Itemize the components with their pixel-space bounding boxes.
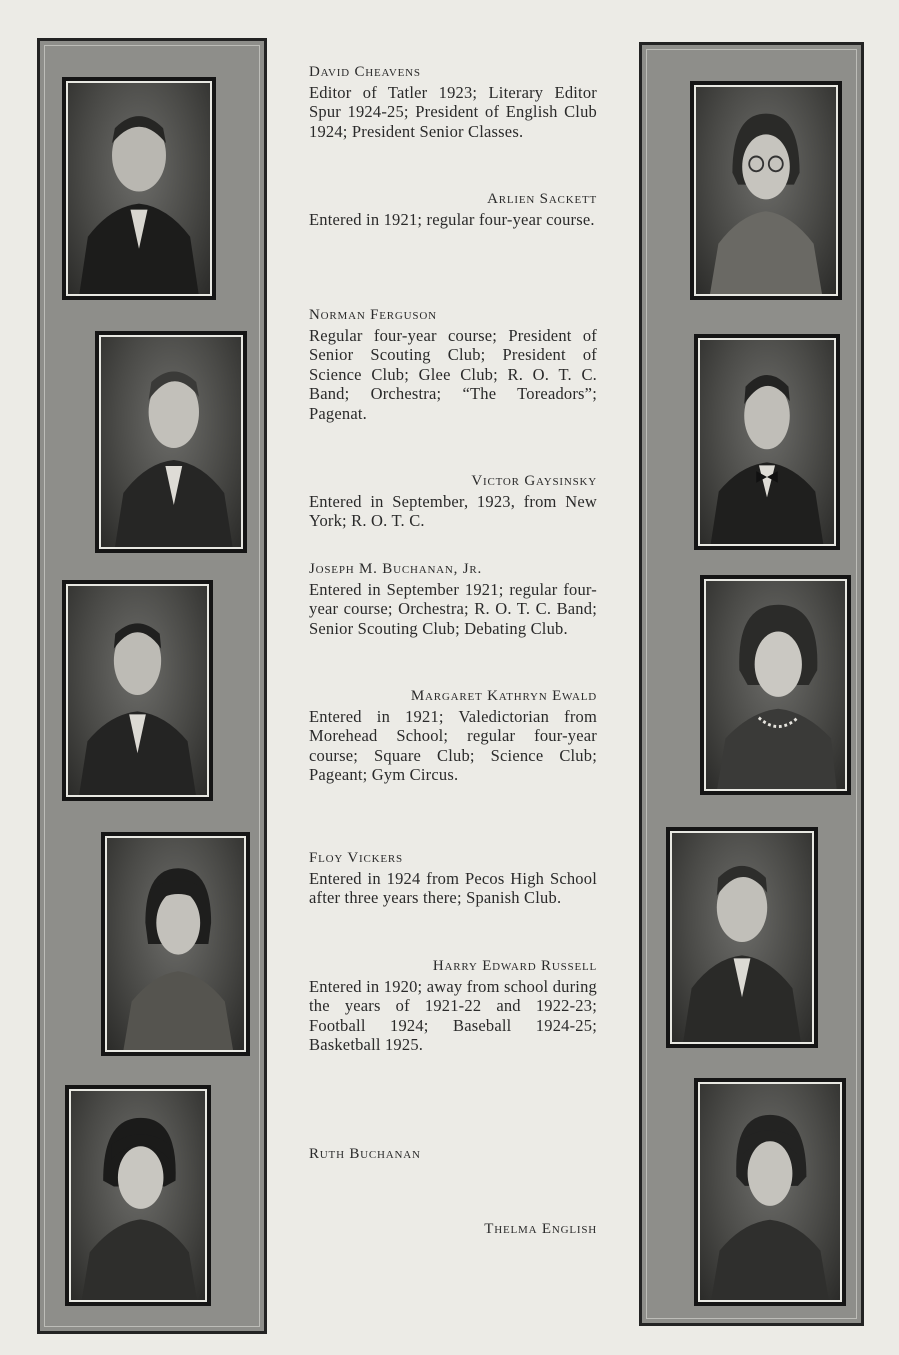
entry-victor-gaysinsky: [309, 472, 597, 531]
portrait-margaret-ewald: [700, 575, 851, 795]
student-name: Arlien Sackett: [487, 191, 597, 207]
portrait-harry-russell: [666, 827, 818, 1048]
student-name: Thelma English: [484, 1221, 597, 1237]
student-description: Entered in September 1921; regular four-year course; Orchestra; R. O. T. C. Band; Senior Scouting Club; Debating Club.: [309, 579, 597, 638]
student-name: Margaret Kathryn Ewald: [410, 688, 597, 704]
entry-harry-russell: [309, 957, 597, 1055]
portrait-norman-ferguson: [95, 331, 247, 553]
portrait-ruth-buchanan: [65, 1085, 211, 1306]
entry-margaret-ewald: [309, 687, 597, 785]
portrait-thelma-english: [694, 1078, 846, 1306]
entry-arlien-sackett: [309, 190, 597, 229]
student-description: Entered in 1920; away from school during the years of 1921-22 and 1922-23; Football 1924; Baseball 1924-25; Basketball 1925.: [309, 976, 597, 1055]
portrait-victor-gaysinsky: [694, 334, 840, 550]
entry-floy-vickers: [309, 849, 597, 908]
portrait-floy-vickers: [101, 832, 250, 1056]
student-description: Entered in 1924 from Pecos High School after three years there; Spanish Club.: [309, 868, 597, 908]
portrait-david-cheavens: [62, 77, 216, 300]
entry-joseph-buchanan: [309, 560, 597, 638]
student-name: Harry Edward Russell: [432, 958, 597, 974]
entry-thelma-english: [309, 1220, 597, 1240]
student-description: Entered in 1921; Valedictorian from Morehead School; regular four-year course; Square Club; Science Club; Pageant; Gym Circus.: [309, 706, 597, 785]
student-description: Entered in 1921; regular four-year course.: [309, 209, 595, 229]
student-name: Victor Gaysinsky: [471, 473, 597, 489]
student-name: Norman Ferguson: [309, 307, 437, 323]
student-description: Editor of Tatler 1923; Literary Editor Spur 1924-25; President of English Club 1924; President Senior Classes.: [309, 82, 597, 141]
student-description: Regular four-year course; President of Senior Scouting Club; President of Science Club; Glee Club; R. O. T. C. Band; Orchestra; “The Toreadors”; Pagenat.: [309, 325, 597, 423]
student-name: Floy Vickers: [309, 850, 403, 866]
student-name: David Cheavens: [309, 64, 421, 80]
student-name: Joseph M. Buchanan, Jr.: [309, 561, 483, 577]
entry-david-cheavens: [309, 63, 597, 141]
student-name: Ruth Buchanan: [309, 1146, 421, 1162]
student-description: Entered in September, 1923, from New York; R. O. T. C.: [309, 491, 597, 531]
entry-norman-ferguson: [309, 306, 597, 424]
portrait-arlien-sackett: [690, 81, 842, 300]
entry-ruth-buchanan: [309, 1145, 597, 1165]
portrait-joseph-buchanan: [62, 580, 213, 801]
